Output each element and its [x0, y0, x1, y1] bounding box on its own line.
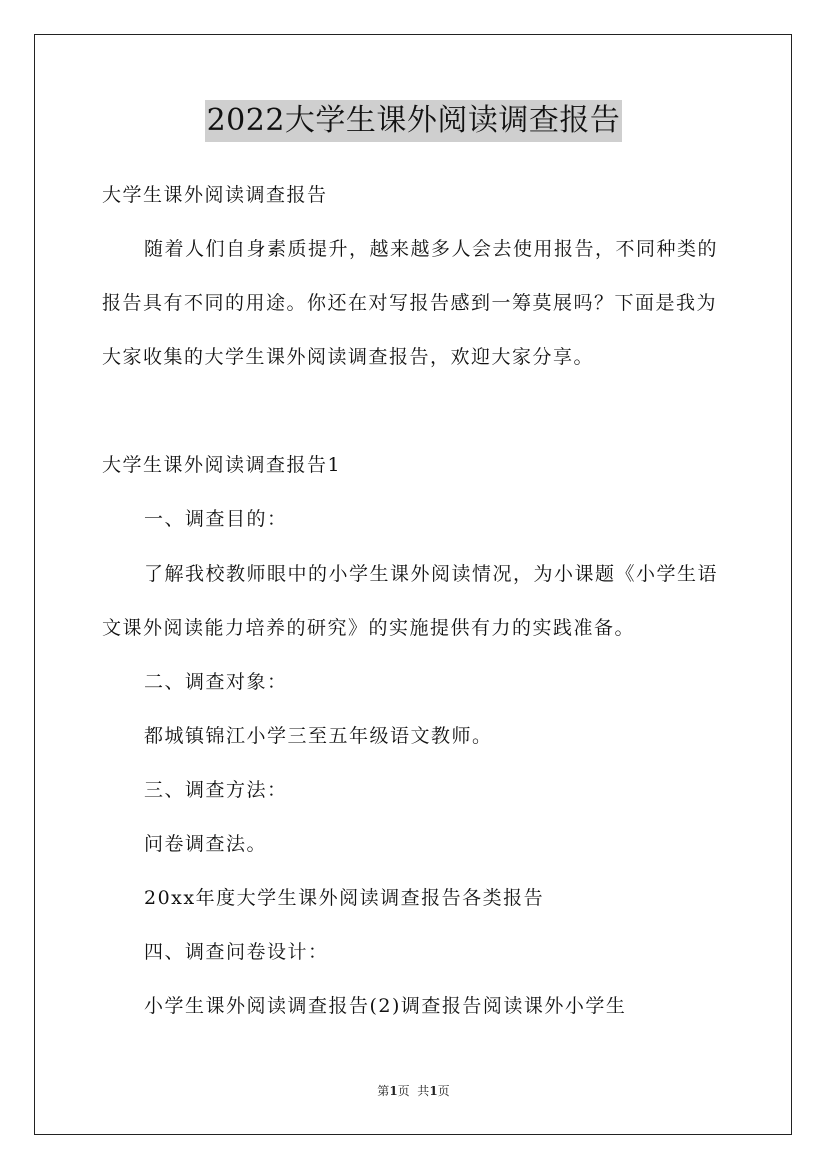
page-footer: [0, 1082, 827, 1099]
intro-line-1: 随着人们自身素质提升，越来越多人会去使用报告，不同种类的: [144, 238, 719, 260]
purpose-line-1: 了解我校教师眼中的小学生课外阅读情况，为小课题《小学生语: [144, 563, 719, 585]
method-heading: 三、调查方法：: [144, 779, 288, 801]
purpose-line-2: 文课外阅读能力培养的研究》的实施提供有力的实践准备。: [102, 617, 636, 639]
document-title: 2022大学生课外阅读调查报告: [205, 100, 623, 142]
footer-mid: 页 共: [397, 1084, 430, 1098]
design-heading: 四、调查问卷设计：: [144, 941, 329, 963]
section-heading: 大学生课外阅读调查报告1: [102, 454, 342, 476]
method-text: 问卷调查法。: [144, 833, 268, 855]
object-text: 都城镇锦江小学三至五年级语文教师。: [144, 725, 493, 747]
footer-page-number: 1: [389, 1084, 398, 1098]
object-heading: 二、调查对象：: [144, 671, 288, 693]
purpose-heading: 一、调查目的：: [144, 508, 288, 530]
document-subtitle: 大学生课外阅读调查报告: [102, 184, 328, 206]
annual-line: 20xx年度大学生课外阅读调查报告各类报告: [144, 887, 545, 909]
intro-line-2: 报告具有不同的用途。你还在对写报告感到一筹莫展吗？下面是我为: [102, 292, 718, 314]
footer-page-total: 1: [429, 1084, 438, 1098]
intro-line-3: 大家收集的大学生课外阅读调查报告，欢迎大家分享。: [102, 346, 595, 368]
design-text: 小学生课外阅读调查报告(2)调查报告阅读课外小学生: [144, 995, 627, 1017]
title-container: [0, 100, 827, 142]
footer-prefix: 第: [377, 1084, 390, 1098]
footer-suffix: 页: [437, 1084, 450, 1098]
